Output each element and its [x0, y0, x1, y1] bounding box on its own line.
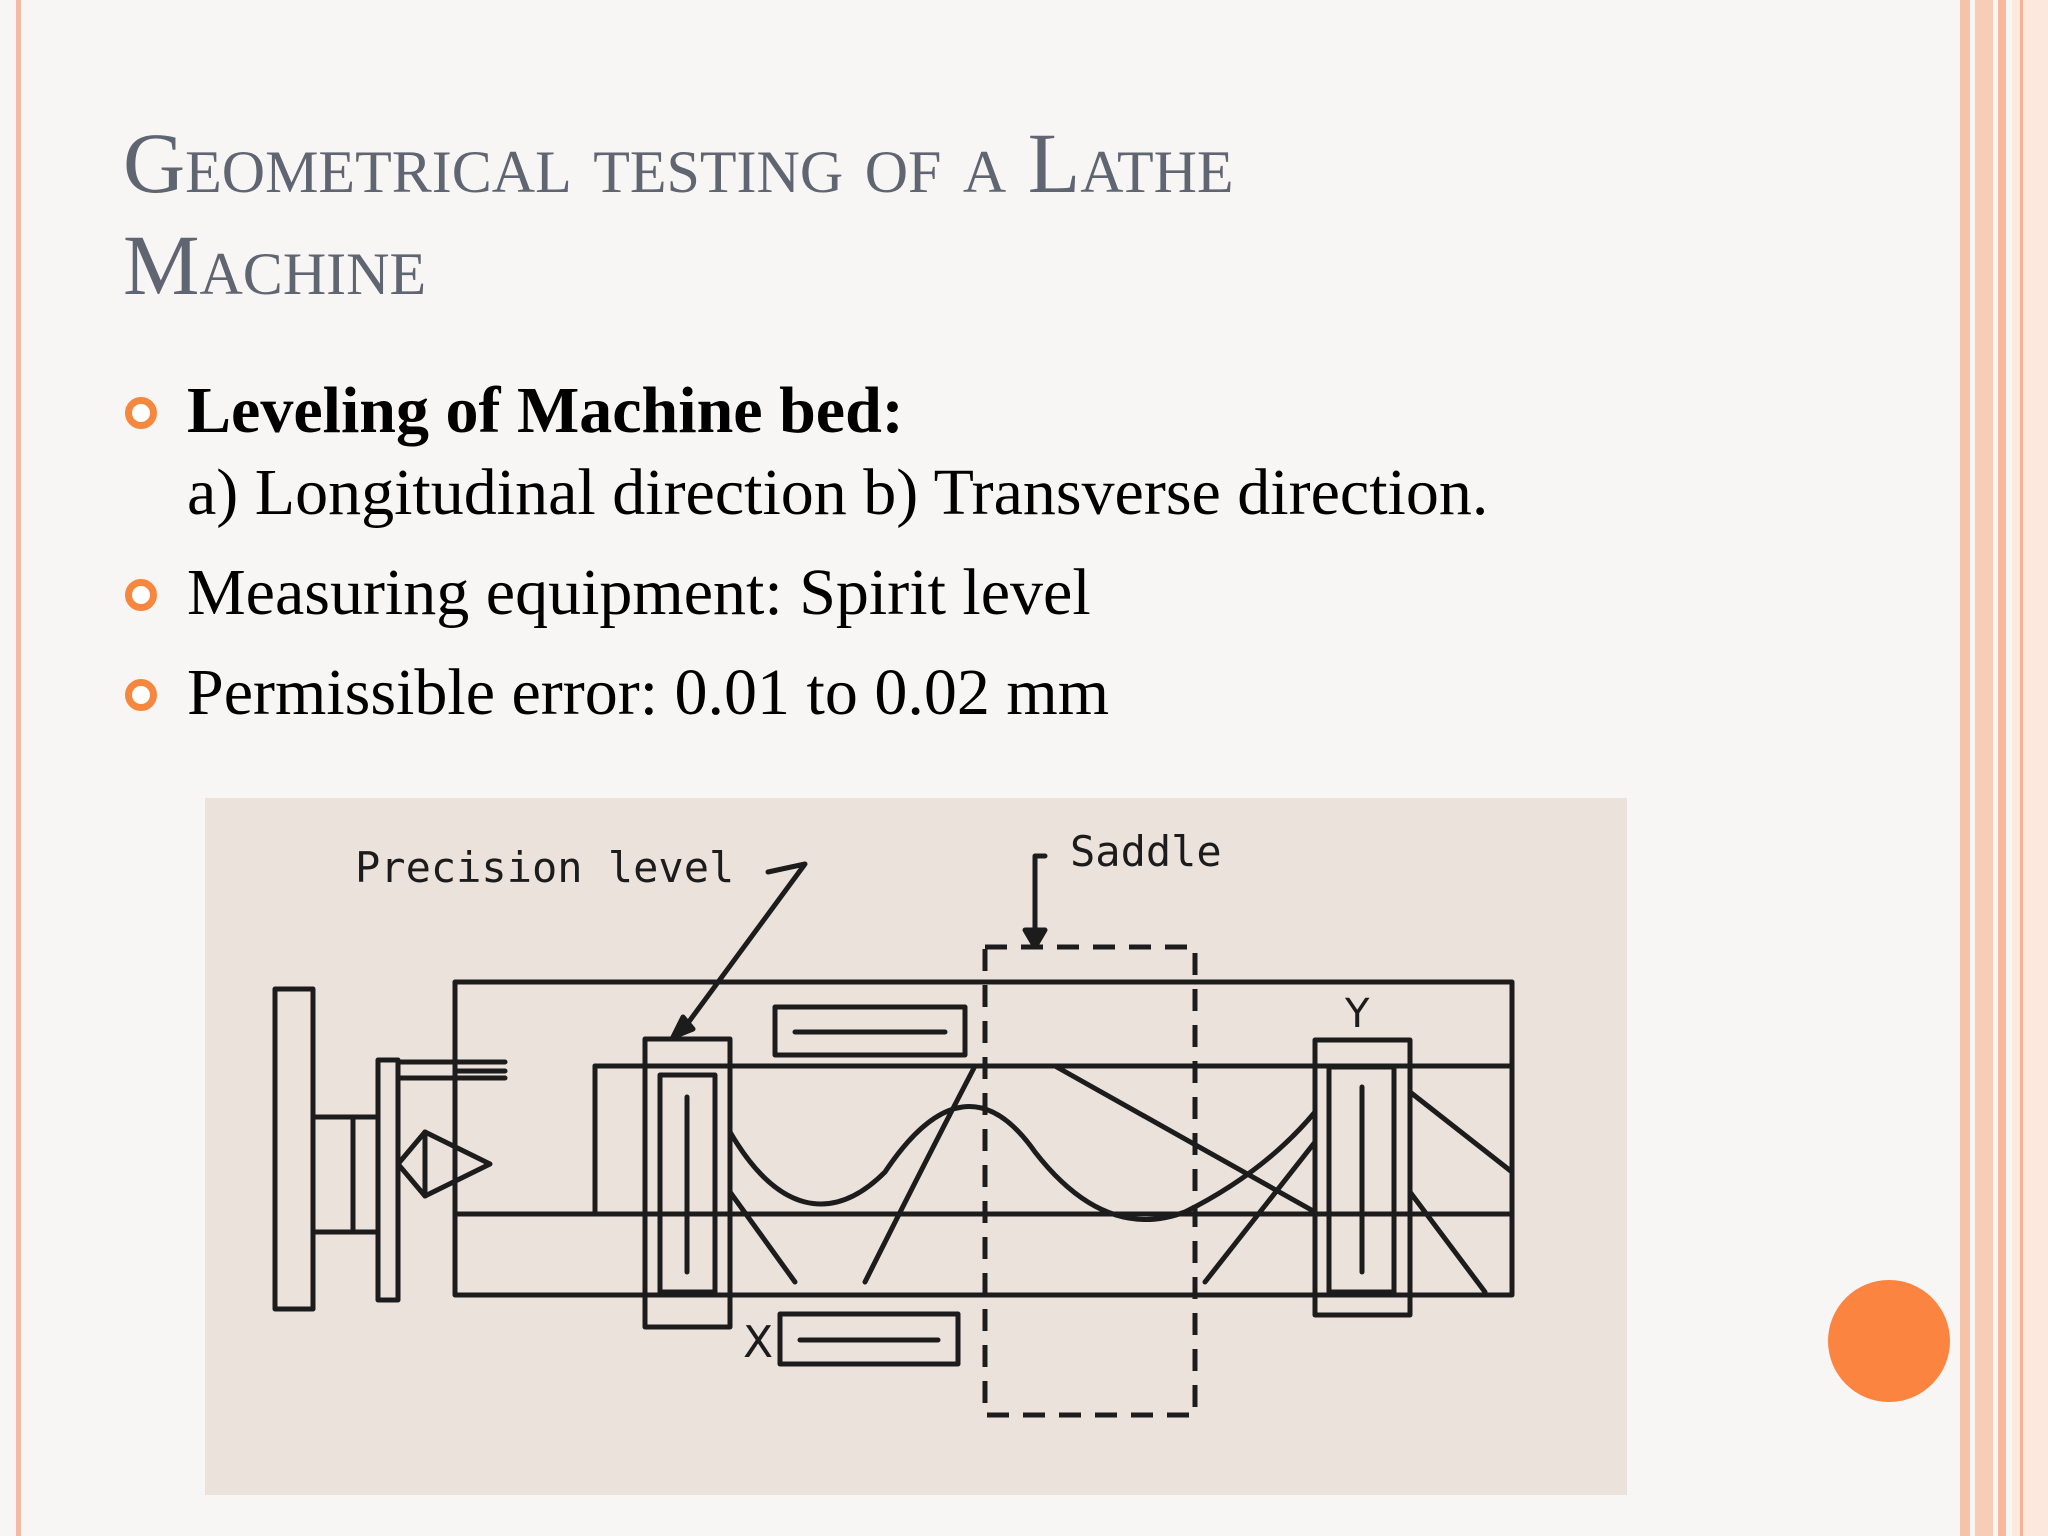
- bullet-heading: Leveling of Machine bed:: [187, 374, 904, 447]
- title-line-2: Machine: [123, 217, 427, 313]
- bullet-list: [123, 370, 1883, 752]
- bullet-item: [123, 370, 1883, 534]
- right-frame-stripe: [1998, 0, 2006, 1536]
- bullet-text: Measuring equipment: Spirit level: [187, 556, 1091, 629]
- right-frame-stripe: [1960, 0, 1970, 1536]
- accent-circle: [1828, 1280, 1950, 1402]
- lathe-bed-diagram: [205, 792, 1627, 1495]
- label-precision-level: Precision level: [355, 843, 735, 892]
- left-border-rule: [16, 0, 21, 1536]
- title-line-1: Geometrical testing of a Lathe: [123, 115, 1234, 211]
- bullet-subtext: a) Longitudinal direction b) Transverse direction.: [187, 456, 1489, 529]
- bullet-circle-icon: [125, 579, 157, 611]
- bullet-item: [123, 552, 1883, 634]
- bullet-circle-icon: [125, 397, 157, 429]
- bullet-circle-icon: [125, 679, 157, 711]
- label-y: Y: [1345, 991, 1370, 1037]
- slide-title: [123, 112, 1823, 316]
- label-saddle: Saddle: [1070, 827, 1222, 876]
- scan-texture: [205, 798, 1627, 1495]
- right-frame-stripe: [2012, 0, 2048, 1536]
- right-frame-stripe: [2020, 0, 2023, 1536]
- bullet-text: Permissible error: 0.01 to 0.02 mm: [187, 656, 1110, 729]
- lathe-diagram-svg: [205, 792, 1627, 1495]
- right-frame-stripe: [1975, 0, 1993, 1536]
- bullet-item: [123, 652, 1883, 734]
- label-x: X: [743, 1317, 774, 1368]
